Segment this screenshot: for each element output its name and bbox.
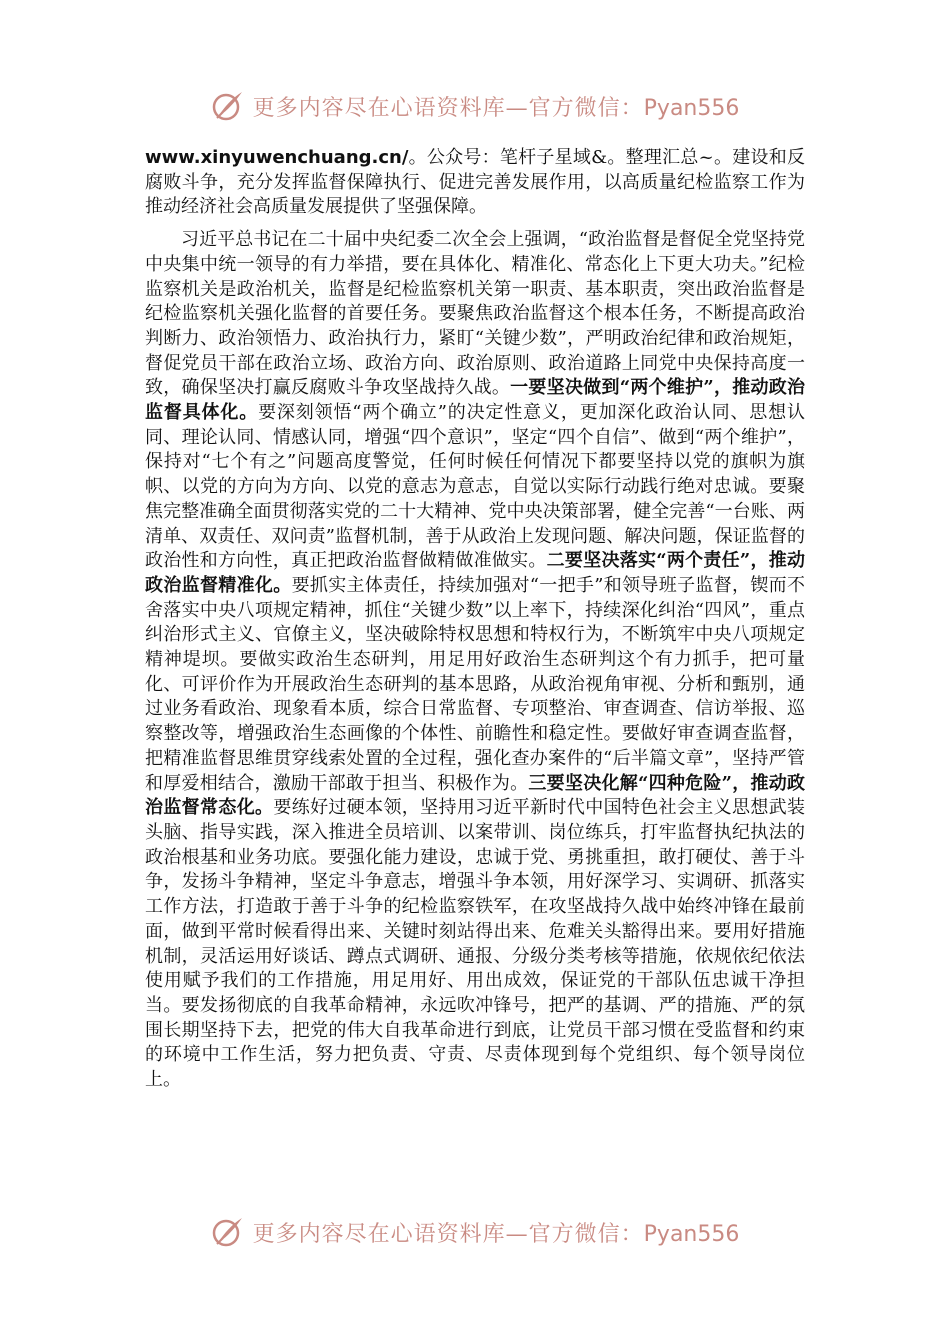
paragraph-continuation: [145, 146, 805, 220]
paragraph-continuation-text: 。公众号：笔杆子星域&。整理汇总~。建设和反腐败斗争，充分发挥监督保障执行、促进完善发展作用，以高质量纪检监察工作为推动经济社会高质量发展提供了坚强保障。: [145, 147, 805, 218]
paragraph-intro-text: 习近平总书记在二十届中央纪委二次全会上强调，“政治监督是督促全党坚持党中央集中统一领导的有力举措，要在具体化、精准化、常态化上下更大功夫。”纪检监察机关是政治机关，监督是纪检监察机关第一职责、基本职责，突出政治监督是纪检监察机关强化监督的首要任务。要聚焦政治监督这个根本任务，不断提高政治判断力、政治领悟力、政治执行力，紧盯“关键少数”，严明政治纪律和政治规矩，督促党员干部在政治立场、政治方向、政治原则、政治道路上同党中央保持高度一致，确保坚决打赢反腐败斗争攻坚战持久战。: [145, 229, 805, 399]
quill-logo-icon: [211, 1215, 245, 1249]
watermark-label: 更多内容尽在心语资料库—官方微信：: [252, 95, 644, 121]
watermark-text: [253, 91, 740, 122]
point1-body: 要深刻领悟“两个确立”的决定性意义，更加深化政治认同、思想认同、理论认同、情感认同，增强“四个意识”，坚定“四个自信”、做到“两个维护”，保持对“七个有之”问题高度警觉，任何时候任何情况下都要坚持以党的旗帜为旗帜、以党的方向为方向、以党的意志为意志，自觉以实际行动践行绝对忠诚。要聚焦完整准确全面贯彻落实党的二十大精神、党中央决策部署，健全完善“一台账、两清单、双责任、双问责”监督机制，善于从政治上发现问题、解决问题，保证监督的政治性和方向性，真正把政治监督做精做准做实。: [145, 402, 805, 572]
point1-heading: 一要坚决做到“两个维护”，推动政治监督具体化。: [145, 377, 805, 424]
document-body: [145, 146, 805, 1093]
watermark-text: [253, 1217, 740, 1248]
paragraph-main: [145, 228, 805, 1093]
footer-watermark: [0, 1212, 950, 1252]
header-watermark: [0, 86, 950, 126]
point3-heading: 三要坚决化解“四种危险”，推动政治监督常态化。: [145, 772, 805, 819]
point3-body: 要练好过硬本领，坚持用习近平新时代中国特色社会主义思想武装头脑、指导实践，深入推进全员培训、以案带训、岗位练兵，打牢监督执纪执法的政治根基和业务功底。要强化能力建设，忠诚于党、勇挑重担，敢打硬仗、善于斗争，发扬斗争精神，坚定斗争意志，增强斗争本领，用好深学习、实调研、抓落实工作方法，打造敢于善于斗争的纪检监察铁军，在攻坚战持久战中始终冲锋在最前面，做到平常时候看得出来、关键时刻站得出来、危难关头豁得出来。要用好措施机制，灵活运用好谈话、蹲点式调研、通报、分级分类考核等措施，依规依纪依法使用赋予我们的工作措施，用足用好、用出成效，保证党的干部队伍忠诚干净担当。要发扬彻底的自我革命精神，永远吹冲锋号，把严的基调、严的措施、严的氛围长期坚持下去，把党的伟大自我革命进行到底，让党员干部习惯在受监督和约束的环境中工作生活，努力把负责、守责、尽责体现到每个党组织、每个领导岗位上。: [145, 797, 806, 1091]
point2-heading: 二要坚决落实“两个责任”，推动政治监督精准化。: [145, 550, 805, 596]
website-url: www.xinyuwenchuang.cn/: [145, 147, 409, 168]
quill-logo-icon: [211, 89, 245, 123]
watermark-wechat-id: Pyan556: [643, 1221, 740, 1247]
watermark-label: 更多内容尽在心语资料库—官方微信：: [252, 1221, 644, 1247]
watermark-wechat-id: Pyan556: [643, 95, 740, 121]
point2-body: 要抓实主体责任，持续加强对“一把手”和领导班子监督，锲而不舍落实中央八项规定精神，抓住“关键少数”以上率下，持续深化纠治“四风”，重点纠治形式主义、官僚主义，坚决破除特权思想和特权行为，不断筑牢中央八项规定精神堤坝。要做实政治生态研判，用足用好政治生态研判这个有力抓手，把可量化、可评价作为开展政治生态研判的基本思路，从政治视角审视、分析和甄别，通过业务看政治、现象看本质，综合日常监督、专项整治、审查调查、信访举报、巡察整改等，增强政治生态画像的个体性、前瞻性和稳定性。要做好审查调查监督，把精准监督思维贯穿线索处置的全过程，强化查办案件的“后半篇文章”，坚持严管和厚爱相结合，激励干部敢于担当、积极作为。: [145, 574, 805, 794]
